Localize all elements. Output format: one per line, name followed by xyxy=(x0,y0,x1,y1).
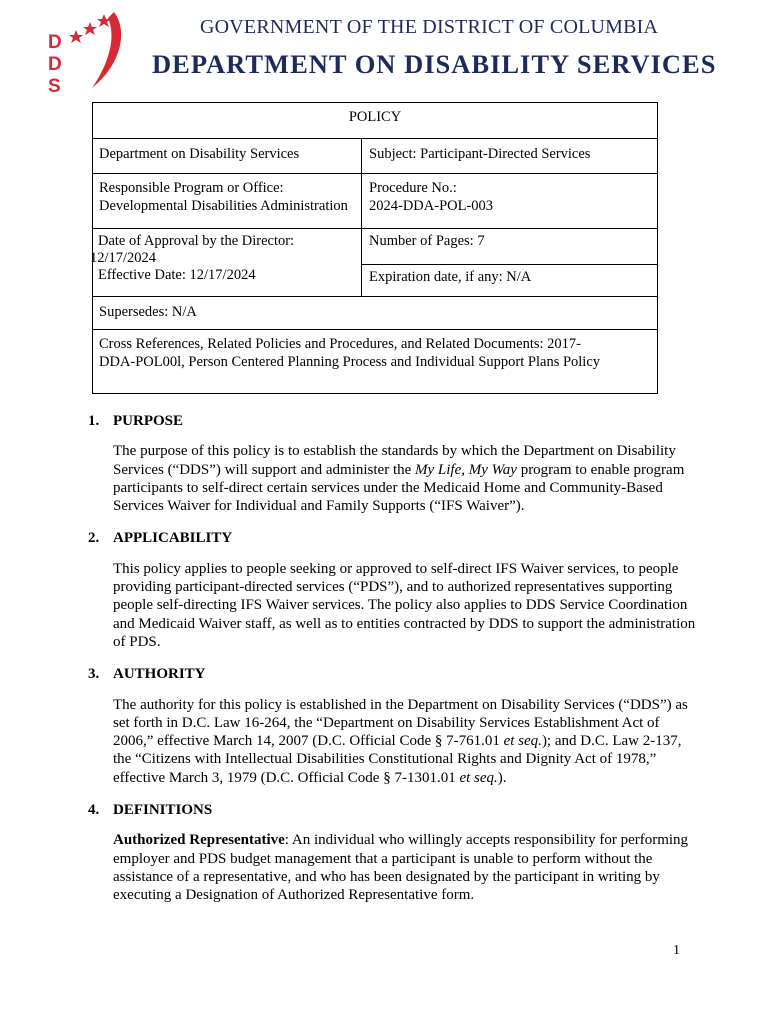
table-column-divider xyxy=(361,138,362,296)
section-heading-applicability xyxy=(88,529,698,547)
approval-value: 12/17/2024 xyxy=(90,250,157,266)
table-divider xyxy=(93,329,657,330)
section-heading-definitions xyxy=(88,801,698,819)
logo-letter-d2: D xyxy=(48,54,62,75)
citation-italic: et seq. xyxy=(459,769,498,786)
table-divider xyxy=(93,228,657,229)
procedure-value: 2024-DDA-POL-003 xyxy=(369,198,494,214)
policy-body xyxy=(88,412,698,919)
citation-italic: et seq. xyxy=(503,733,542,750)
section-number: 2. xyxy=(88,530,100,547)
section-heading-authority xyxy=(88,665,698,683)
section-text-authority xyxy=(113,696,698,787)
section-title: AUTHORITY xyxy=(113,666,206,683)
paragraph-text: ); and D.C. Law 2-137, the “Citizens with Intellectual Disabilities Constitutional Rights and Dignity Act of 1978,” effective March 3, 1979 (D.C. Official Code § 7-1301.01 xyxy=(113,733,682,786)
logo-letter-s: S xyxy=(48,76,61,97)
section-number: 4. xyxy=(88,802,100,819)
policy-info-table xyxy=(92,102,658,394)
agency-cell: Department on Disability Services xyxy=(99,146,300,162)
government-title: GOVERNMENT OF THE DISTRICT OF COLUMBIA xyxy=(200,16,659,38)
paragraph-text: program to enable program participants to self-direct certain services under the Medicaid Home and Community-Based Services Waiver for Individual and Family Supports (“IFS Waiver”). xyxy=(113,461,685,515)
star-icon xyxy=(97,14,111,27)
program-name: My Life, My Way xyxy=(415,461,517,478)
paragraph-text: The authority for this policy is established in the Department on Disability Services (“DDS”) as set forth in D.C. Law 16-264, the “Department on Disability Services Establishment Act of 2006,” effective March 14, 2007 (D.C. Official Code § 7-761.01 xyxy=(113,696,688,750)
table-divider xyxy=(93,296,657,297)
table-divider xyxy=(93,173,657,174)
star-icon xyxy=(69,30,83,43)
procedure-label: Procedure No.: xyxy=(369,180,457,196)
policy-title: POLICY xyxy=(348,109,402,125)
expiration-date: Expiration date, if any: N/A xyxy=(369,269,532,285)
paragraph-text: The purpose of this policy is to establish the standards by which the Department on Disability Services (“DDS”) will support and administer the xyxy=(113,443,676,478)
section-text-definitions xyxy=(113,831,698,904)
cross-references-line-2: DDA-POL00l, Person Centered Planning Process and Individual Support Plans Policy xyxy=(99,354,601,370)
section-title: APPLICABILITY xyxy=(113,530,233,547)
section-text-purpose xyxy=(113,442,698,515)
cross-references-line-1: Cross References, Related Policies and Procedures, and Related Documents: 2017- xyxy=(99,336,581,352)
page-number: 1 xyxy=(673,943,680,958)
section-title: DEFINITIONS xyxy=(113,802,213,819)
paragraph-text: ). xyxy=(497,769,507,786)
responsible-label: Responsible Program or Office: xyxy=(99,180,284,196)
section-heading-purpose xyxy=(88,412,698,430)
section-text-applicability xyxy=(113,560,698,651)
responsible-value: Developmental Disabilities Administration xyxy=(99,198,348,214)
effective-date: Effective Date: 12/17/2024 xyxy=(98,267,256,283)
subject-cell: Subject: Participant-Directed Services xyxy=(369,146,591,162)
supersedes: Supersedes: N/A xyxy=(99,304,197,320)
section-number: 1. xyxy=(88,413,100,429)
dds-logo xyxy=(42,8,132,98)
section-title: PURPOSE xyxy=(113,413,184,429)
department-title: DEPARTMENT ON DISABILITY SERVICES xyxy=(152,49,717,79)
table-divider xyxy=(93,138,657,139)
star-icon xyxy=(83,22,97,35)
paragraph-text: This policy applies to people seeking or approved to self-direct IFS Waiver services, to people providing participant-directed services (“PDS”), and to authorized representatives supporting people self-directing IFS Waiver services. The policy also applies to DDS Service Coordination and Medicaid Waiver staff, as well as to entities contracted by DDS to support the administration of PDS. xyxy=(113,560,696,650)
approval-label: Date of Approval by the Director: xyxy=(98,233,295,249)
definition-term: Authorized Representative xyxy=(113,832,285,849)
page-count: Number of Pages: 7 xyxy=(369,233,485,249)
logo-letter-d1: D xyxy=(48,32,62,53)
table-divider xyxy=(361,264,657,265)
section-number: 3. xyxy=(88,666,100,683)
definition-text: : An individual who willingly accepts responsibility for performing employer and PDS budget management that a participant is unable to perform without the assistance of a representative, and who has been designated by the participant in writing by executing a Designation of Authorized Representative form. xyxy=(113,832,689,904)
